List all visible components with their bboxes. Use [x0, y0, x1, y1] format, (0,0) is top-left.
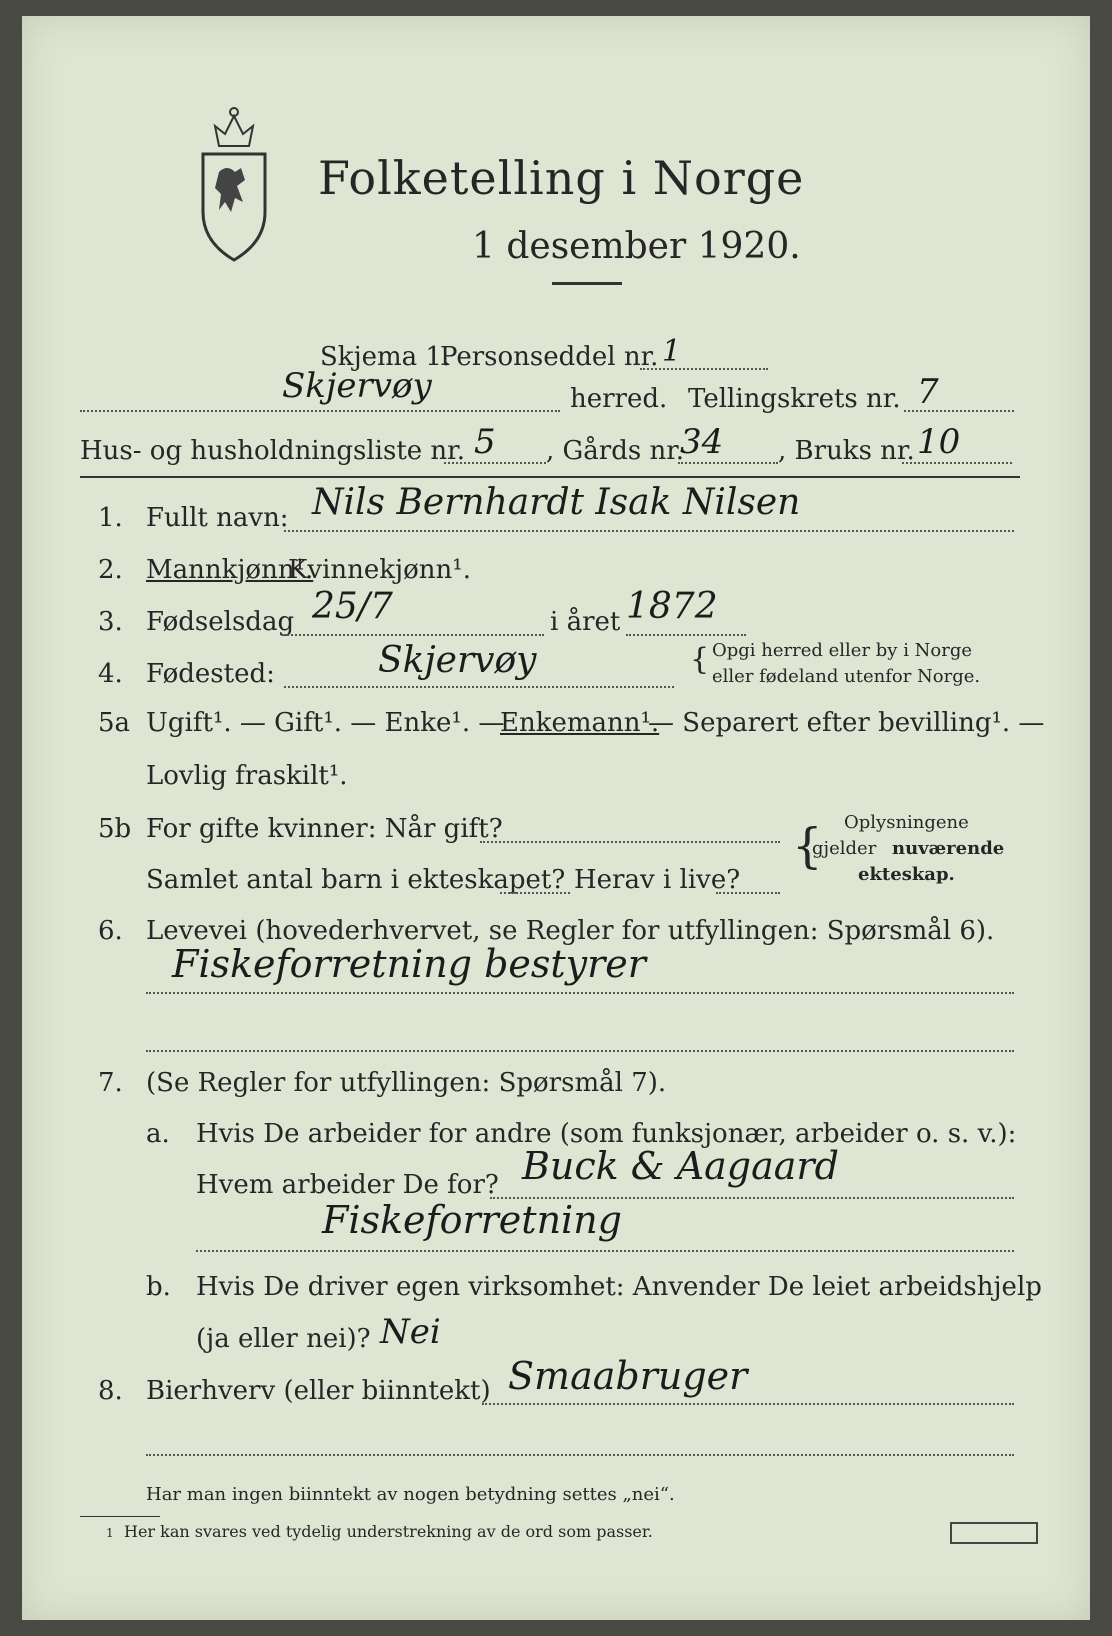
married-when-line [480, 841, 780, 843]
birthplace-note-1: Opgi herred eller by i Norge [712, 640, 973, 661]
full-name-value[interactable]: Nils Bernhardt Isak Nilsen [312, 482, 801, 523]
q1-label: Fullt navn: [146, 503, 289, 533]
form-title: Folketelling i Norge [318, 151, 805, 205]
gards-label: , Gårds nr. [546, 436, 685, 466]
hus-line [444, 462, 546, 464]
marriage-note-2b: nuværende [892, 838, 1005, 859]
q7-label: (Se Regler for utfyllingen: Spørsmål 7). [146, 1068, 667, 1098]
q7a-letter: a. [146, 1119, 170, 1149]
personseddel-value[interactable]: 1 [662, 334, 682, 369]
children-label: Samlet antal barn i ekteskapet? [146, 865, 566, 895]
q1-number: 1. [98, 503, 123, 533]
footnote-rule [80, 1516, 160, 1517]
herred-value[interactable]: Skjervøy [282, 366, 432, 406]
q5a-number: 5a [98, 708, 131, 738]
side-income-line-1 [482, 1403, 1014, 1405]
q6-label: Levevei (hovederhvervet, se Regler for utfyllingen: Spørsmål 6). [146, 916, 995, 946]
gards-value[interactable]: 34 [680, 422, 724, 462]
birthplace-line [284, 686, 674, 688]
year-line [626, 634, 746, 636]
schema-label: Skjema 1. [320, 342, 451, 372]
q5b-number: 5b [98, 814, 132, 844]
printer-stamp [950, 1522, 1038, 1544]
census-form [22, 16, 1090, 1620]
marital-divorced-option[interactable]: Lovlig fraskilt¹. [146, 761, 348, 791]
gender-female-option[interactable]: Kvinnekjønn¹. [288, 555, 471, 585]
employer-value-2[interactable]: Fiskeforretning [322, 1198, 622, 1242]
marriage-note-2: gjelder [812, 838, 877, 859]
marital-options-2[interactable]: — Separert efter bevilling¹. — [648, 708, 1045, 738]
employer-label: Hvem arbeider De for? [196, 1170, 499, 1200]
coat-of-arms-icon [197, 102, 271, 262]
alive-line [716, 892, 780, 894]
tellingskrets-label: Tellingskrets nr. [688, 384, 901, 414]
employer-line-2 [196, 1250, 1014, 1252]
q2-number: 2. [98, 555, 123, 585]
footer-note: Har man ingen biinntekt av nogen betydning settes „nei“. [146, 1484, 675, 1505]
occupation-line-2 [146, 1050, 1014, 1052]
hired-help-label: (ja eller nei)? [196, 1324, 371, 1354]
side-income-line-2 [146, 1454, 1014, 1456]
married-when-label: For gifte kvinner: Når gift? [146, 814, 503, 844]
marriage-note-bracket: { [792, 818, 823, 874]
bruks-line [902, 462, 1012, 464]
marital-options-1[interactable]: Ugift¹. — Gift¹. — Enke¹. — [146, 708, 505, 738]
personseddel-label: Personseddel nr. [440, 342, 659, 372]
year-label: i året [550, 607, 621, 637]
q7-number: 7. [98, 1068, 123, 1098]
gender-male-option[interactable]: Mannkjønn¹. [146, 555, 314, 585]
gards-line [678, 462, 778, 464]
section-rule [80, 476, 1020, 478]
q1-line [284, 530, 1014, 532]
birthplace-note-2: eller fødeland utenfor Norge. [712, 666, 981, 687]
birthday-line [284, 634, 544, 636]
marriage-note-1: Oplysningene [844, 812, 969, 833]
q4-label: Fødested: [146, 659, 275, 689]
marital-widower-option[interactable]: Enkemann¹. [500, 708, 660, 738]
marriage-note-3: ekteskap. [858, 864, 955, 885]
occupation-value[interactable]: Fiskeforretning bestyrer [172, 942, 646, 986]
herred-label: herred. [570, 384, 668, 414]
birthplace-note-bracket: { [690, 642, 710, 677]
q3-label: Fødselsdag [146, 607, 295, 637]
footnote-text: Her kan svares ved tydelig understrekning av de ord som passer. [124, 1522, 653, 1541]
birth-year-value[interactable]: 1872 [626, 586, 718, 627]
employer-value-1[interactable]: Buck & Aagaard [522, 1144, 839, 1188]
q7b-letter: b. [146, 1272, 171, 1302]
q7b-text: Hvis De driver egen virksomhet: Anvender De leiet arbeidshjelp [196, 1272, 1042, 1302]
q8-label: Bierhverv (eller biinntekt) [146, 1376, 491, 1406]
bruks-value[interactable]: 10 [917, 422, 961, 462]
birthplace-value[interactable]: Skjervøy [378, 640, 537, 681]
title-divider [552, 282, 622, 285]
herred-line [80, 410, 560, 412]
personseddel-line [640, 368, 768, 370]
birthday-value[interactable]: 25/7 [312, 586, 393, 627]
q6-number: 6. [98, 916, 123, 946]
hus-label: Hus- og husholdningsliste nr. [80, 436, 466, 466]
q3-number: 3. [98, 607, 123, 637]
alive-label: Herav i live? [574, 865, 741, 895]
side-income-value[interactable]: Smaabruger [508, 1354, 748, 1398]
census-date: 1 desember 1920. [472, 226, 801, 267]
q4-number: 4. [98, 659, 123, 689]
occupation-line-1 [146, 992, 1014, 994]
hired-help-value[interactable]: Nei [380, 1312, 441, 1352]
footnote-marker: 1 [106, 1526, 114, 1540]
q8-number: 8. [98, 1376, 123, 1406]
tellingskrets-value[interactable]: 7 [917, 372, 939, 412]
children-line [500, 892, 570, 894]
bruks-label: , Bruks nr. [778, 436, 915, 466]
q7a-text: Hvis De arbeider for andre (som funksjonær, arbeider o. s. v.): [196, 1119, 1017, 1149]
hus-value[interactable]: 5 [474, 422, 496, 462]
